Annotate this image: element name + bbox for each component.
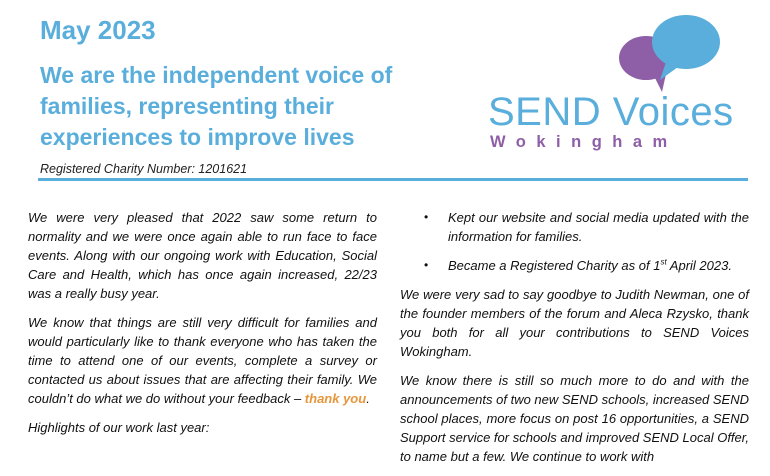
list-item	[400, 208, 749, 246]
list-item-text: Kept our website and social media updated with the information for families.	[448, 210, 749, 244]
thanks-paragraph	[28, 313, 377, 408]
list-item	[400, 256, 749, 275]
highlights-list	[400, 208, 749, 275]
highlights-heading: Highlights of our work last year:	[28, 420, 210, 435]
send-voices-logo	[486, 10, 746, 151]
thanks-paragraph-text: We know that things are still very difficult for families and would particularly like to thank everyone who has taken the time to attend one of our events, complete a survey or contacted us about issues that are affecting their family. We couldn’t do what we do without your feedback –	[28, 315, 377, 406]
logo-wordmark: SEND Voices	[488, 90, 734, 134]
thanks-paragraph-end: .	[366, 391, 370, 406]
bullet-icon: •	[424, 210, 429, 224]
list-item-text: Became a Registered Charity as of 1	[448, 258, 661, 273]
tagline: We are the independent voice of families, representing their experiences to improve lives	[40, 62, 393, 150]
goodbye-paragraph: We were very sad to say goodbye to Judith Newman, one of the founder members of the forum and Aleca Rzysko, thank you both for all your contributions to SEND Voices Wokingham.	[400, 287, 749, 359]
left-column	[28, 208, 377, 447]
list-item-text-end: April 2023.	[666, 258, 732, 273]
bullet-icon: •	[424, 258, 429, 272]
intro-paragraph: We were very pleased that 2022 saw some return to normality and we were once again able to run face to face events. Along with our ongoing work with Education, Social Care and Health, which has once again increased, 22/23 was a really busy year.	[28, 210, 377, 301]
logo-subtitle: Wokingham	[490, 133, 678, 151]
speech-bubbles-icon	[486, 10, 746, 100]
right-column	[400, 208, 749, 476]
charity-number: Registered Charity Number: 1201621	[40, 162, 248, 176]
next-steps-paragraph: We know there is still so much more to do and with the announcements of two new SEND schools, increased SEND school places, more focus on post 16 opportunities, a SEND Support service for schools and improved SEND Local Offer, to name but a few. We continue to work with	[400, 373, 750, 464]
thank-you-highlight: thank you	[304, 391, 367, 406]
header-divider	[38, 178, 748, 181]
newsletter-date: May 2023	[40, 15, 156, 45]
ordinal-suffix: st	[660, 257, 667, 267]
